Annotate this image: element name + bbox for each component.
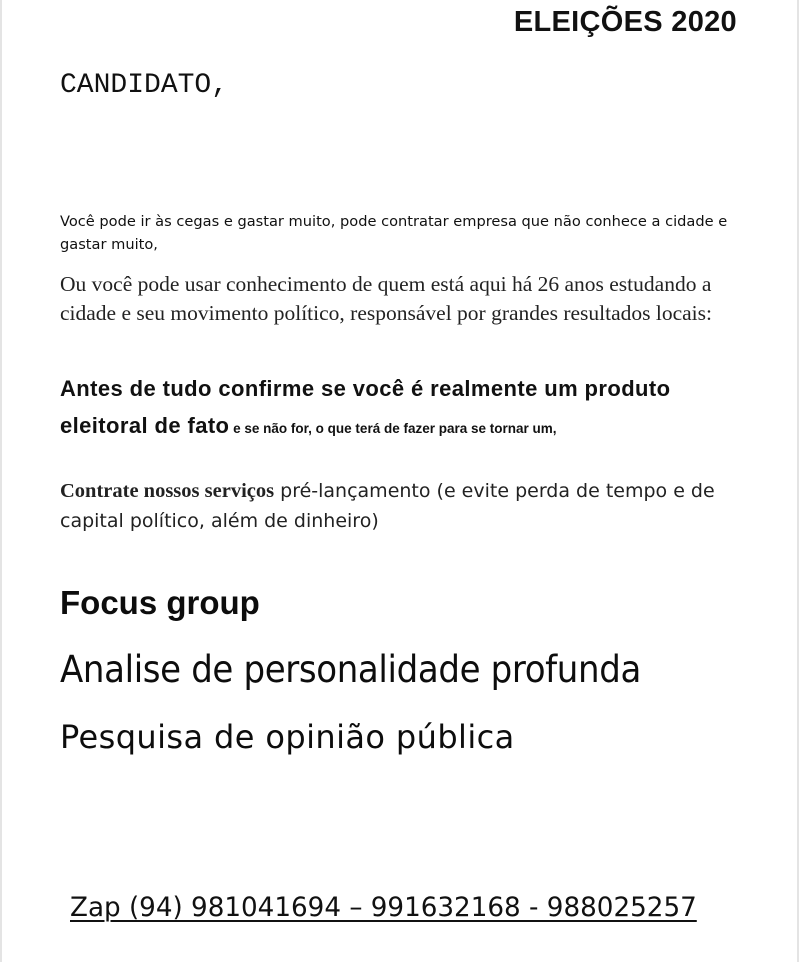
service-opinion-poll: Pesquisa de opinião pública [60, 718, 515, 756]
intro-paragraph: Você pode ir às cegas e gastar muito, pode contratar empresa que não conhece a cidade e gastar muito, [60, 213, 728, 253]
greeting: CANDIDATO, [60, 70, 229, 101]
hire-lead: Contrate nossos serviços [60, 480, 275, 502]
document-title: ELEIÇÕES 2020 [513, 6, 737, 38]
experience-paragraph: Ou você pode usar conhecimento de quem está aqui há 26 anos estudando a cidade e seu movimento político, responsável por grandes resultados locais: [60, 272, 712, 325]
service-focus-group: Focus group [60, 584, 260, 621]
hire-rest: pré-lançamento (e evite perda de tempo e de capital político, além de dinheiro) [60, 480, 715, 532]
hire-paragraph [60, 476, 750, 536]
confirm-paragraph [60, 370, 750, 444]
confirm-emphasis: Antes de tudo confirme se você é realmente um produto eleitoral de fato [60, 376, 671, 438]
service-personality-analysis: Analise de personalidade profunda [60, 648, 641, 691]
confirm-continuation: e se não for, o que terá de fazer para se tornar um, [229, 421, 557, 436]
contact-phones-link[interactable]: Zap (94) 981041694 – 991632168 - 988025257 [70, 892, 697, 923]
